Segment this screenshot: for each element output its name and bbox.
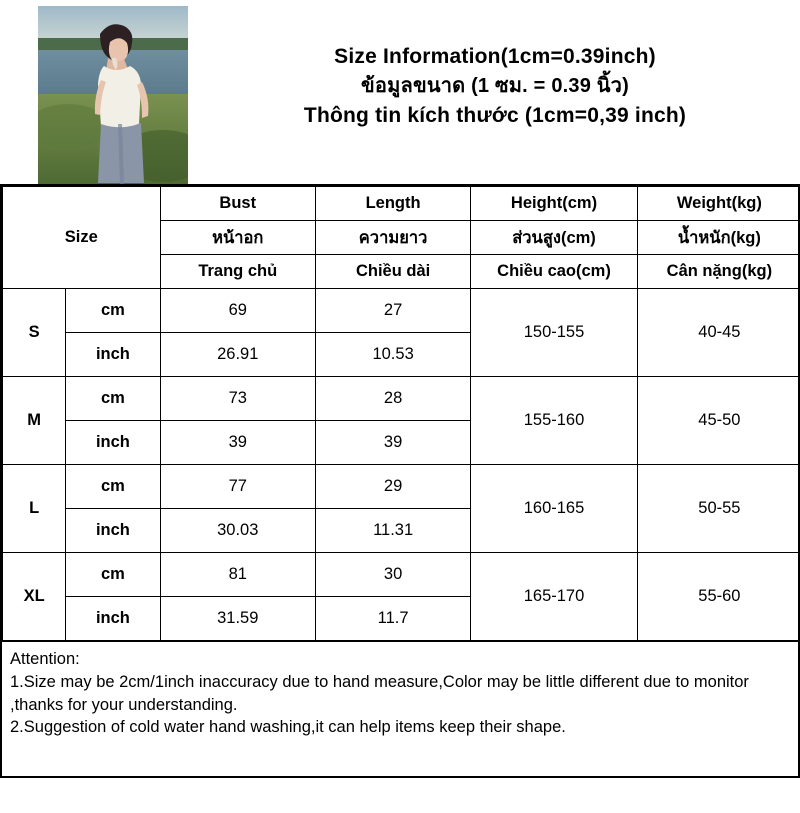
length-cm-m: 28 (315, 377, 470, 421)
unit-inch-m: inch (66, 421, 160, 465)
unit-cm-l: cm (66, 465, 160, 509)
col-length-vi: Chiều dài (315, 255, 470, 289)
title-line-en: Size Information(1cm=0.39inch) (200, 42, 790, 72)
bust-inch-xl: 31.59 (160, 597, 315, 641)
height-s: 150-155 (471, 289, 637, 377)
title-line-th: ข้อมูลขนาด (1 ซม. = 0.39 นิ้ว) (200, 72, 790, 101)
table-header-row-en (3, 187, 800, 221)
table-row (3, 289, 800, 333)
bust-inch-l: 30.03 (160, 509, 315, 553)
weight-xl: 55-60 (637, 553, 800, 641)
size-table (2, 186, 800, 641)
col-length-th: ความยาว (315, 221, 470, 255)
bottom-spacer (0, 778, 800, 813)
bust-cm-l: 77 (160, 465, 315, 509)
bust-inch-s: 26.91 (160, 333, 315, 377)
title-block (200, 42, 790, 132)
col-weight-vi: Cân nặng(kg) (637, 255, 800, 289)
col-height-th: ส่วนสูง(cm) (471, 221, 637, 255)
length-cm-s: 27 (315, 289, 470, 333)
row-size-s: S (3, 289, 66, 377)
attention-line-2: 2.Suggestion of cold water hand washing,it can help items keep their shape. (10, 716, 790, 739)
length-cm-xl: 30 (315, 553, 470, 597)
table-row (3, 377, 800, 421)
unit-inch-xl: inch (66, 597, 160, 641)
col-bust-vi: Trang chủ (160, 255, 315, 289)
unit-cm-s: cm (66, 289, 160, 333)
attention-heading: Attention: (10, 648, 790, 671)
row-size-xl: XL (3, 553, 66, 641)
product-photo-image (38, 6, 188, 184)
table-row (3, 465, 800, 509)
row-size-l: L (3, 465, 66, 553)
col-length-en: Length (315, 187, 470, 221)
header (0, 0, 800, 186)
length-inch-l: 11.31 (315, 509, 470, 553)
col-weight-en: Weight(kg) (637, 187, 800, 221)
bust-cm-s: 69 (160, 289, 315, 333)
length-inch-xl: 11.7 (315, 597, 470, 641)
attention-block (0, 641, 800, 778)
row-size-m: M (3, 377, 66, 465)
col-weight-th: น้ำหนัก(kg) (637, 221, 800, 255)
length-cm-l: 29 (315, 465, 470, 509)
weight-m: 45-50 (637, 377, 800, 465)
bust-cm-xl: 81 (160, 553, 315, 597)
attention-line-1: 1.Size may be 2cm/1inch inaccuracy due to hand measure,Color may be little different due to monitor ,thanks for your understanding. (10, 671, 790, 717)
height-xl: 165-170 (471, 553, 637, 641)
size-table-wrapper (0, 186, 800, 641)
bust-inch-m: 39 (160, 421, 315, 465)
unit-cm-xl: cm (66, 553, 160, 597)
weight-s: 40-45 (637, 289, 800, 377)
col-bust-en: Bust (160, 187, 315, 221)
col-height-vi: Chiều cao(cm) (471, 255, 637, 289)
height-m: 155-160 (471, 377, 637, 465)
product-photo (38, 6, 188, 184)
unit-cm-m: cm (66, 377, 160, 421)
weight-l: 50-55 (637, 465, 800, 553)
length-inch-m: 39 (315, 421, 470, 465)
length-inch-s: 10.53 (315, 333, 470, 377)
size-header-cell: Size (3, 187, 161, 289)
table-row (3, 553, 800, 597)
bust-cm-m: 73 (160, 377, 315, 421)
unit-inch-l: inch (66, 509, 160, 553)
title-line-vi: Thông tin kích thước (1cm=0,39 inch) (200, 101, 790, 131)
height-l: 160-165 (471, 465, 637, 553)
col-height-en: Height(cm) (471, 187, 637, 221)
unit-inch-s: inch (66, 333, 160, 377)
col-bust-th: หน้าอก (160, 221, 315, 255)
